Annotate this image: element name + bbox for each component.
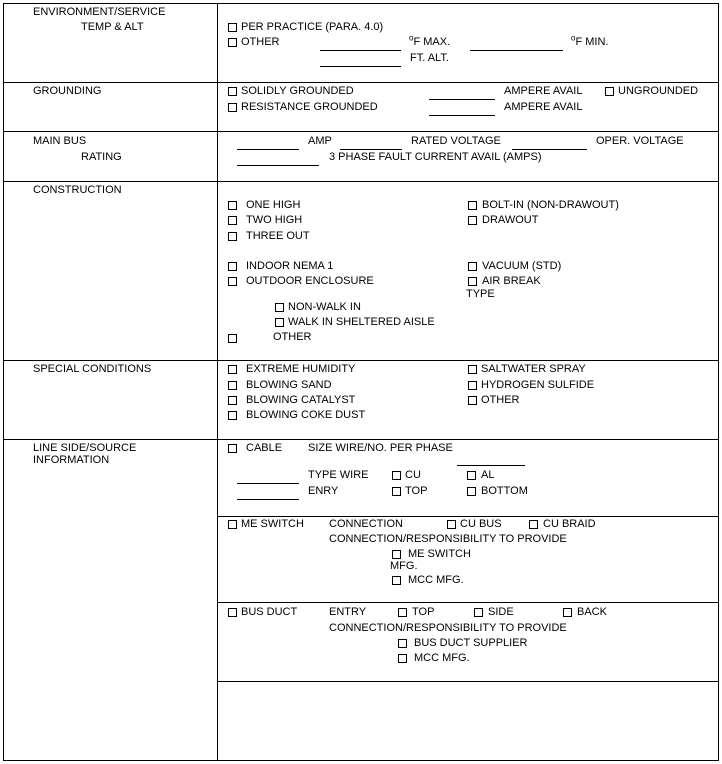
mcc-mfg-checkbox[interactable] xyxy=(392,576,401,585)
air-break-label: AIR BREAK xyxy=(482,275,541,287)
bus-duct-back-checkbox[interactable] xyxy=(563,608,572,617)
ft-alt-label: FT. ALT. xyxy=(410,52,449,64)
grounding-label: GROUNDING xyxy=(33,85,102,97)
special-conditions-label: SPECIAL CONDITIONS xyxy=(33,363,152,375)
line-side-label: LINE SIDE/SOURCE xyxy=(33,442,137,454)
one-high-checkbox[interactable] xyxy=(228,201,237,210)
row-border-bottom xyxy=(3,760,719,761)
row-border xyxy=(3,181,719,182)
column-divider xyxy=(217,3,218,761)
non-walk-label: NON-WALK IN xyxy=(288,301,361,313)
hydrogen-label: HYDROGEN SULFIDE xyxy=(481,379,595,391)
entry-field[interactable] xyxy=(237,499,299,500)
environment-label: ENVIRONMENT/SERVICE xyxy=(33,6,166,18)
hydrogen-checkbox[interactable] xyxy=(468,381,477,390)
fault-current-field[interactable] xyxy=(237,165,319,166)
bus-duct-label: BUS DUCT xyxy=(241,606,298,618)
saltwater-checkbox[interactable] xyxy=(468,365,477,374)
subrow-border xyxy=(217,602,719,603)
cu-braid-checkbox[interactable] xyxy=(529,520,538,529)
construction-other-label: OTHER xyxy=(273,331,312,343)
f-max-label: $^o$F MAX. xyxy=(409,33,451,48)
bottom-label: BOTTOM xyxy=(481,485,528,497)
bus-duct-back-label: BACK xyxy=(577,606,607,618)
top-label: TOP xyxy=(405,485,428,497)
environment-other-checkbox[interactable] xyxy=(228,38,237,47)
information-label: INFORMATION xyxy=(33,454,110,466)
drawout-label: DRAWOUT xyxy=(482,214,539,226)
drawout-checkbox[interactable] xyxy=(468,216,477,225)
cu-checkbox[interactable] xyxy=(392,471,401,480)
f-min-field[interactable] xyxy=(470,50,563,51)
bus-duct-mcc-label: MCC MFG. xyxy=(414,652,470,664)
bus-duct-mcc-checkbox[interactable] xyxy=(398,654,407,663)
main-bus-label: MAIN BUS xyxy=(33,135,87,147)
type-label: TYPE xyxy=(466,288,495,300)
subrow-border xyxy=(217,516,719,517)
top-checkbox[interactable] xyxy=(392,487,401,496)
vacuum-label: VACUUM (STD) xyxy=(482,260,562,272)
amp-label: AMP xyxy=(308,135,332,147)
bus-duct-supplier-checkbox[interactable] xyxy=(398,639,407,648)
three-out-checkbox[interactable] xyxy=(228,232,237,241)
resistance-grounded-checkbox[interactable] xyxy=(228,103,237,112)
per-practice-checkbox[interactable] xyxy=(228,23,237,32)
construction-other-checkbox[interactable] xyxy=(228,334,237,343)
cu-label: CU xyxy=(405,469,421,481)
sand-checkbox[interactable] xyxy=(228,381,237,390)
construction-label: CONSTRUCTION xyxy=(33,184,122,196)
mfg-label: MFG. xyxy=(390,560,418,572)
two-high-label: TWO HIGH xyxy=(246,214,303,226)
rated-voltage-label: RATED VOLTAGE xyxy=(411,135,501,147)
cu-bus-checkbox[interactable] xyxy=(447,520,456,529)
size-wire-label: SIZE WIRE/NO. PER PHASE xyxy=(308,442,453,454)
environment-other-label: OTHER xyxy=(241,36,280,48)
al-checkbox[interactable] xyxy=(467,471,476,480)
indoor-checkbox[interactable] xyxy=(228,262,237,271)
type-wire-label: TYPE WIRE xyxy=(308,469,369,481)
special-other-label: OTHER xyxy=(481,394,520,406)
three-out-label: THREE OUT xyxy=(246,230,310,242)
vacuum-checkbox[interactable] xyxy=(468,262,477,271)
bus-duct-top-checkbox[interactable] xyxy=(398,608,407,617)
row-border xyxy=(3,82,719,83)
cu-bus-label: CU BUS xyxy=(460,518,502,530)
two-high-checkbox[interactable] xyxy=(228,216,237,225)
f-min-label: $^o$F MIN. xyxy=(571,33,609,48)
coke-label: BLOWING COKE DUST xyxy=(246,409,366,421)
oper-voltage-field[interactable] xyxy=(512,149,587,150)
non-walk-checkbox[interactable] xyxy=(275,303,284,312)
humidity-checkbox[interactable] xyxy=(228,365,237,374)
humidity-label: EXTREME HUMIDITY xyxy=(246,363,356,375)
rating-label: RATING xyxy=(81,151,122,163)
cu-braid-label: CU BRAID xyxy=(543,518,596,530)
cable-checkbox[interactable] xyxy=(228,444,237,453)
catalyst-checkbox[interactable] xyxy=(228,396,237,405)
entry-label: ENRY xyxy=(308,485,339,497)
walk-in-label: WALK IN SHELTERED AISLE xyxy=(288,316,435,328)
indoor-label: INDOOR NEMA 1 xyxy=(246,260,334,272)
row-border xyxy=(3,439,719,440)
rated-voltage-field[interactable] xyxy=(340,149,402,150)
subrow-border xyxy=(217,681,719,682)
per-practice-label: PER PRACTICE (PARA. 4.0) xyxy=(241,21,384,33)
walk-in-checkbox[interactable] xyxy=(275,318,284,327)
resistance-ampere-field[interactable] xyxy=(429,115,495,116)
ungrounded-label: UNGROUNDED xyxy=(618,85,699,97)
left-border xyxy=(3,3,4,761)
saltwater-label: SALTWATER SPRAY xyxy=(481,363,586,375)
row-border xyxy=(3,131,719,132)
row-border xyxy=(3,360,719,361)
size-wire-field[interactable] xyxy=(457,465,525,466)
temp-alt-label: TEMP & ALT xyxy=(81,21,144,33)
resistance-ampere-label: AMPERE AVAIL xyxy=(504,101,583,113)
right-border xyxy=(718,3,719,761)
type-wire-field[interactable] xyxy=(237,483,299,484)
me-switch-mfg-label: ME SWITCH xyxy=(408,548,471,560)
bus-duct-supplier-label: BUS DUCT SUPPLIER xyxy=(414,637,528,649)
bus-duct-checkbox[interactable] xyxy=(228,608,237,617)
coke-checkbox[interactable] xyxy=(228,411,237,420)
special-other-checkbox[interactable] xyxy=(468,396,477,405)
me-switch-label: ME SWITCH xyxy=(241,518,304,530)
bus-duct-side-label: SIDE xyxy=(488,606,514,618)
amp-field[interactable] xyxy=(237,149,299,150)
bottom-checkbox[interactable] xyxy=(467,487,476,496)
cable-label: CABLE xyxy=(246,442,283,454)
solidly-grounded-label: SOLIDLY GROUNDED xyxy=(241,85,354,97)
me-switch-mfg-checkbox[interactable] xyxy=(392,550,401,559)
ungrounded-checkbox[interactable] xyxy=(605,87,614,96)
bus-duct-side-checkbox[interactable] xyxy=(474,608,483,617)
connection-resp-label: CONNECTION/RESPONSIBILITY TO PROVIDE xyxy=(329,533,567,545)
outdoor-label: OUTDOOR ENCLOSURE xyxy=(246,275,374,287)
al-label: AL xyxy=(481,469,495,481)
bus-duct-top-label: TOP xyxy=(412,606,435,618)
me-switch-checkbox[interactable] xyxy=(228,520,237,529)
mcc-mfg-label: MCC MFG. xyxy=(408,574,464,586)
solidly-ampere-label: AMPERE AVAIL xyxy=(504,85,583,97)
connection-label: CONNECTION xyxy=(329,518,403,530)
one-high-label: ONE HIGH xyxy=(246,199,301,211)
solidly-grounded-checkbox[interactable] xyxy=(228,87,237,96)
air-break-checkbox[interactable] xyxy=(468,277,477,286)
bolt-in-label: BOLT-IN (NON-DRAWOUT) xyxy=(482,199,619,211)
sand-label: BLOWING SAND xyxy=(246,379,332,391)
catalyst-label: BLOWING CATALYST xyxy=(246,394,356,406)
row-border-top xyxy=(3,3,719,4)
solidly-ampere-field[interactable] xyxy=(429,99,495,100)
ft-alt-field[interactable] xyxy=(320,66,401,67)
bus-duct-entry-label: ENTRY xyxy=(329,606,367,618)
outdoor-checkbox[interactable] xyxy=(228,277,237,286)
resistance-grounded-label: RESISTANCE GROUNDED xyxy=(241,101,378,113)
fault-current-label: 3 PHASE FAULT CURRENT AVAIL (AMPS) xyxy=(329,151,542,163)
bus-duct-resp-label: CONNECTION/RESPONSIBILITY TO PROVIDE xyxy=(329,622,567,634)
bolt-in-checkbox[interactable] xyxy=(468,201,477,210)
oper-voltage-label: OPER. VOLTAGE xyxy=(596,135,684,147)
f-max-field[interactable] xyxy=(320,50,401,51)
